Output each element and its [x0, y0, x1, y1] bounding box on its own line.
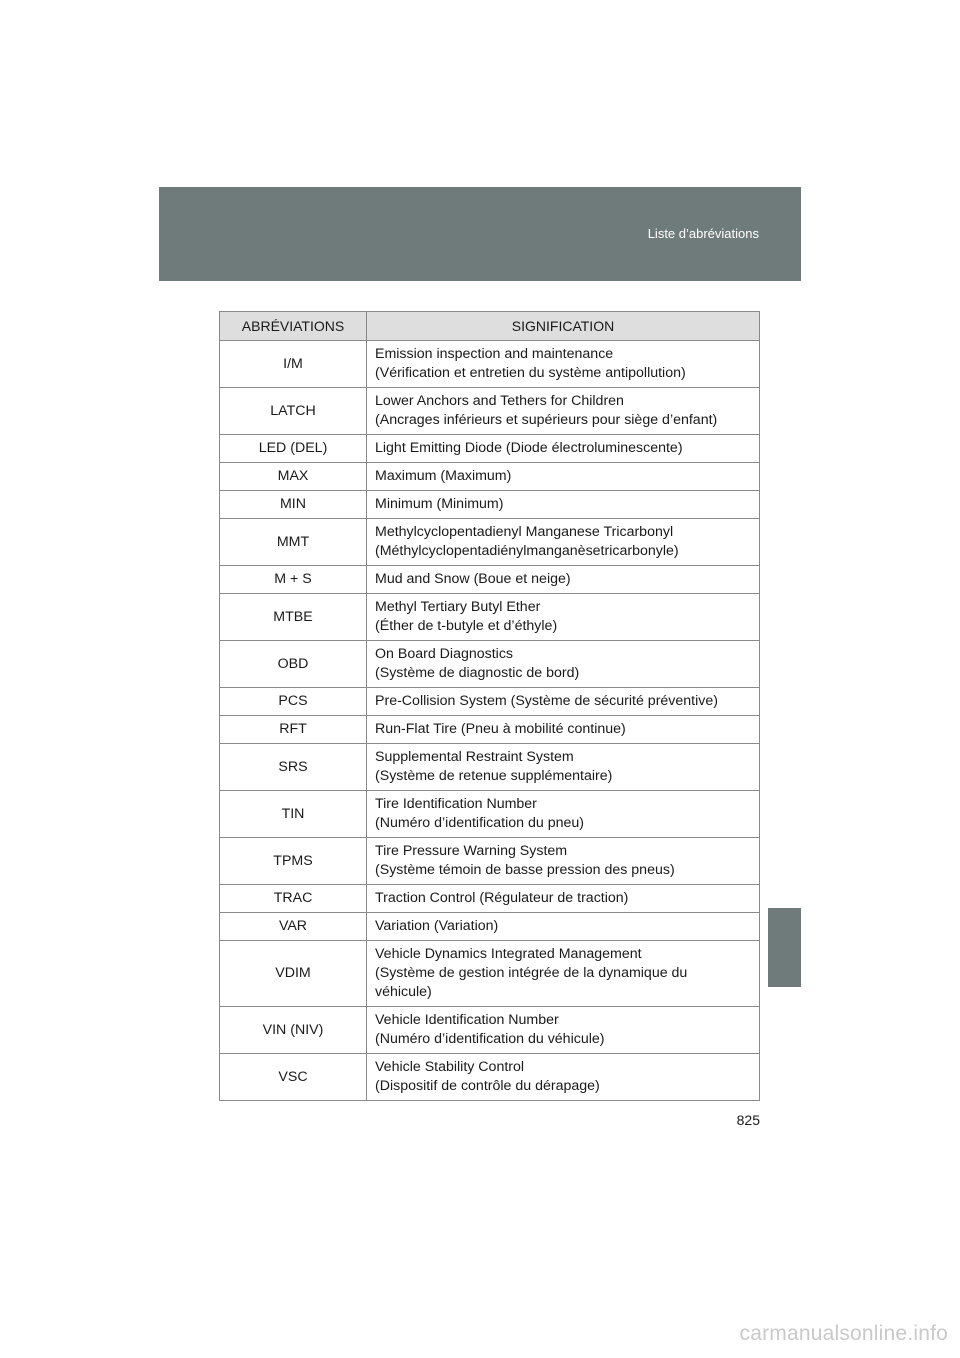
- abbr-cell: MMT: [220, 519, 367, 566]
- meaning-cell: Vehicle Identification Number (Numéro d’identification du véhicule): [367, 1007, 760, 1054]
- meaning-cell: Vehicle Dynamics Integrated Management (Système de gestion intégrée de la dynamique du véhicule): [367, 941, 760, 1007]
- table-row: [220, 941, 760, 1007]
- table-row: [220, 594, 760, 641]
- table-row: [220, 491, 760, 519]
- table-row: [220, 716, 760, 744]
- abbr-cell: OBD: [220, 641, 367, 688]
- table-row: [220, 744, 760, 791]
- abbr-cell: MAX: [220, 463, 367, 491]
- table-row: [220, 688, 760, 716]
- meaning-cell: Traction Control (Régulateur de traction): [367, 885, 760, 913]
- meaning-cell: Run-Flat Tire (Pneu à mobilité continue): [367, 716, 760, 744]
- meaning-cell: Tire Pressure Warning System (Système témoin de basse pression des pneus): [367, 838, 760, 885]
- table-row: [220, 1054, 760, 1101]
- meaning-cell: Mud and Snow (Boue et neige): [367, 566, 760, 594]
- abbr-cell: MIN: [220, 491, 367, 519]
- abbr-cell: MTBE: [220, 594, 367, 641]
- meaning-cell: Maximum (Maximum): [367, 463, 760, 491]
- abbr-cell: TPMS: [220, 838, 367, 885]
- table-row: [220, 913, 760, 941]
- abbr-cell: LED (DEL): [220, 435, 367, 463]
- abbr-cell: I/M: [220, 341, 367, 388]
- table-row: [220, 566, 760, 594]
- column-header-meaning: SIGNIFICATION: [367, 312, 760, 341]
- table-row: [220, 388, 760, 435]
- meaning-cell: Vehicle Stability Control (Dispositif de contrôle du dérapage): [367, 1054, 760, 1101]
- abbr-cell: LATCH: [220, 388, 367, 435]
- meaning-cell: Tire Identification Number (Numéro d’identification du pneu): [367, 791, 760, 838]
- table-header-row: [220, 312, 760, 341]
- meaning-cell: On Board Diagnostics (Système de diagnostic de bord): [367, 641, 760, 688]
- meaning-cell: Emission inspection and maintenance (Vérification et entretien du système antipollution): [367, 341, 760, 388]
- abbreviations-table: [219, 311, 760, 1101]
- abbr-cell: VAR: [220, 913, 367, 941]
- abbr-cell: VDIM: [220, 941, 367, 1007]
- table-row: [220, 791, 760, 838]
- abbr-cell: RFT: [220, 716, 367, 744]
- header-band: [159, 187, 801, 281]
- meaning-cell: Supplemental Restraint System (Système de retenue supplémentaire): [367, 744, 760, 791]
- table-row: [220, 1007, 760, 1054]
- abbr-cell: M + S: [220, 566, 367, 594]
- table-row: [220, 341, 760, 388]
- abbr-cell: VSC: [220, 1054, 367, 1101]
- abbr-cell: PCS: [220, 688, 367, 716]
- meaning-cell: Minimum (Minimum): [367, 491, 760, 519]
- meaning-cell: Lower Anchors and Tethers for Children (Ancrages inférieurs et supérieurs pour siège d’enfant): [367, 388, 760, 435]
- watermark: carmanualsonline.info: [739, 1322, 948, 1345]
- abbr-cell: SRS: [220, 744, 367, 791]
- table-row: [220, 838, 760, 885]
- column-header-abbreviations: ABRÉVIATIONS: [220, 312, 367, 341]
- abbr-cell: TRAC: [220, 885, 367, 913]
- table-row: [220, 463, 760, 491]
- meaning-cell: Methylcyclopentadienyl Manganese Tricarbonyl (Méthylcyclopentadiénylmanganèsetricarbonyle): [367, 519, 760, 566]
- meaning-cell: Methyl Tertiary Butyl Ether (Éther de t-butyle et d’éthyle): [367, 594, 760, 641]
- page-number: 825: [736, 1112, 760, 1128]
- section-title: Liste d’abréviations: [647, 226, 759, 241]
- meaning-cell: Light Emitting Diode (Diode électroluminescente): [367, 435, 760, 463]
- abbr-cell: VIN (NIV): [220, 1007, 367, 1054]
- chapter-tab: [768, 908, 801, 987]
- table-row: [220, 641, 760, 688]
- table-body: [220, 341, 760, 1101]
- table-row: [220, 885, 760, 913]
- meaning-cell: Pre-Collision System (Système de sécurité préventive): [367, 688, 760, 716]
- abbr-cell: TIN: [220, 791, 367, 838]
- table-row: [220, 435, 760, 463]
- meaning-cell: Variation (Variation): [367, 913, 760, 941]
- table-row: [220, 519, 760, 566]
